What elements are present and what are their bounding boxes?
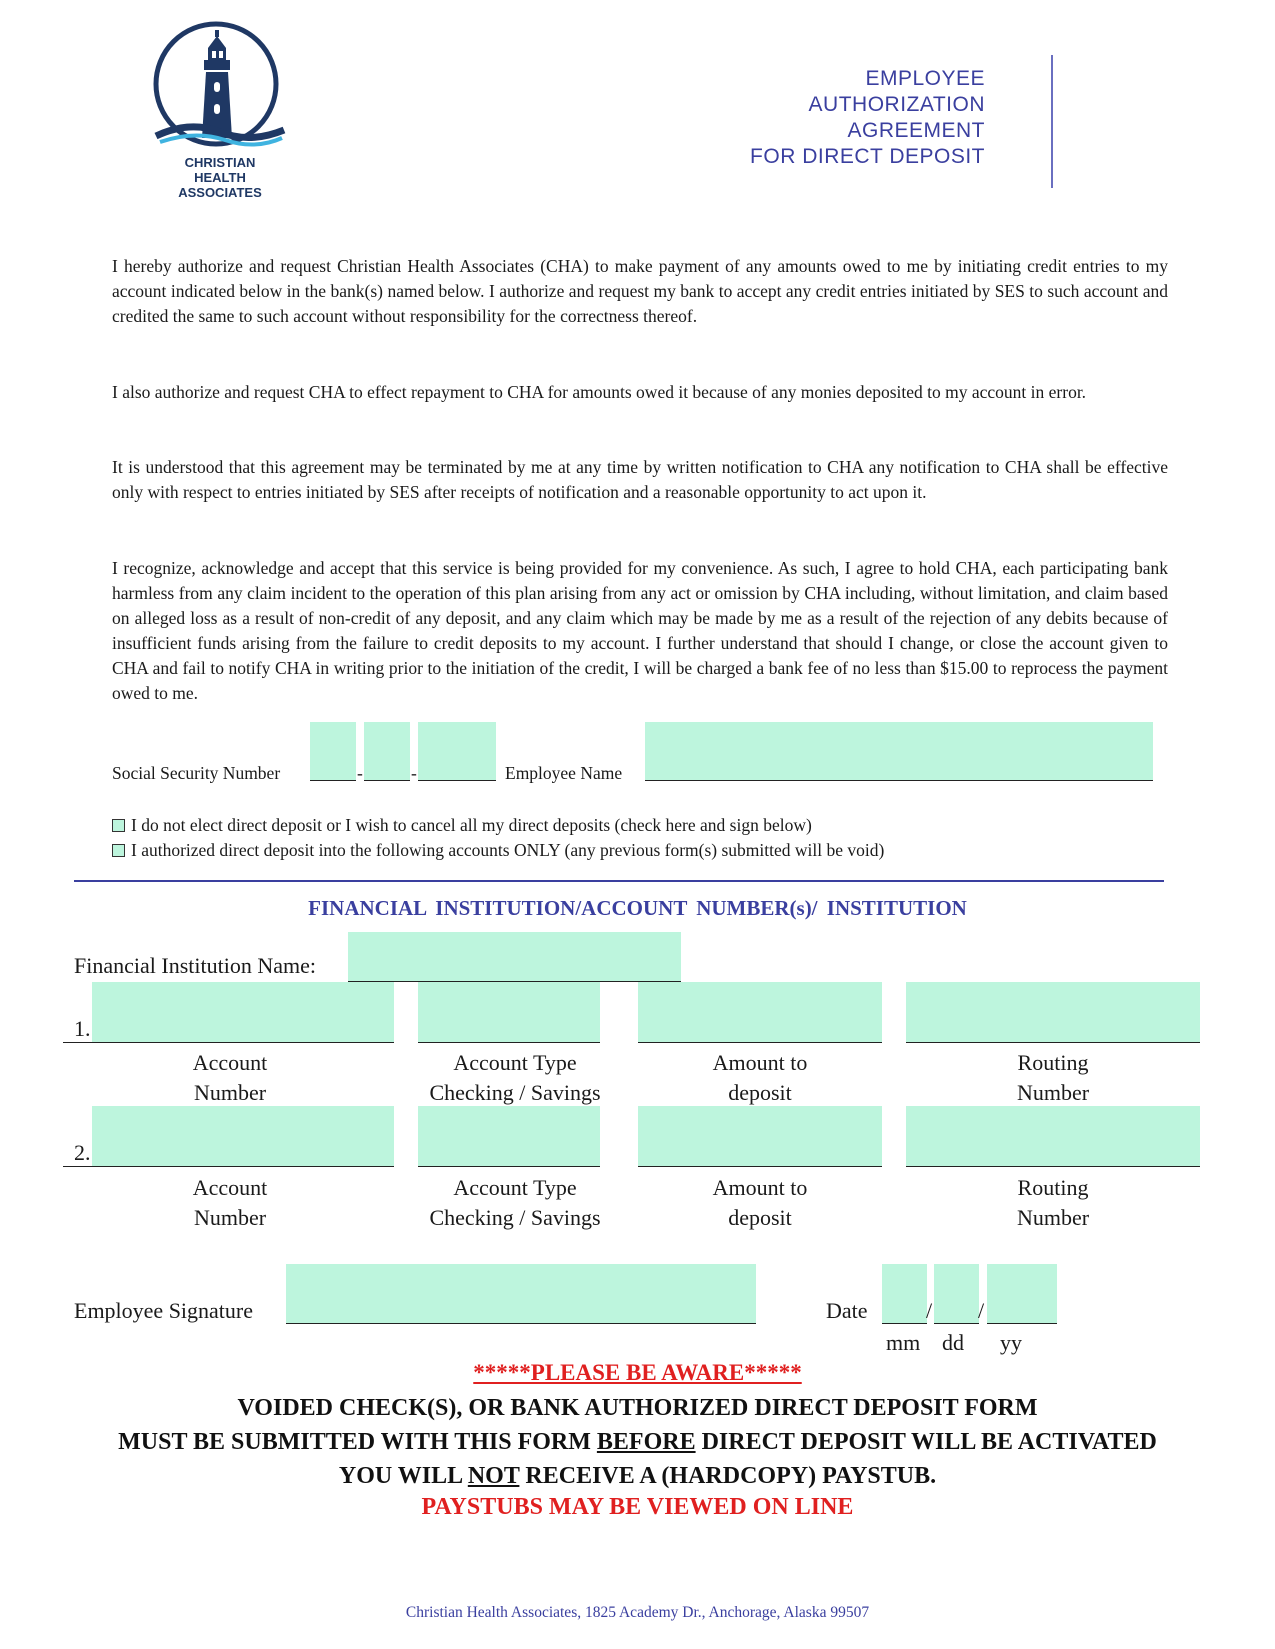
caption-line: Number [1016,1080,1090,1105]
opt-in-option[interactable] [112,840,884,861]
row1-account-number-field[interactable] [92,982,394,1042]
row1-account-number-caption [130,1048,330,1108]
ssn-label: Social Security Number [112,763,281,783]
ssn-part2-field[interactable] [364,722,410,780]
date-mm-underline [882,1323,927,1324]
repayment-paragraph: I also authorize and request CHA to effect repayment to CHA for amounts owed it because of any monies deposited to my account in error. [112,382,1087,402]
date-yy-caption: yy [1000,1330,1022,1355]
date-dd-underline [934,1323,979,1324]
row2-routing-field[interactable] [906,1106,1200,1166]
lighthouse-icon [150,20,290,160]
notice-text: MUST BE SUBMITTED WITH THIS FORM [118,1429,597,1455]
caption-line: Account [192,1175,268,1200]
institution-label: Financial Institution Name: [74,953,316,978]
notice-text: YOU WILL [338,1463,468,1489]
caption-line: Account Type [453,1175,577,1200]
date-label: Date [826,1298,868,1323]
notice-text: RECEIVE A (HARDCOPY) PAYSTUB. [519,1463,937,1489]
authorization-paragraph: I hereby authorize and request Christian Health Associates (CHA) to make payment of any amounts owed to me by initiating credit entries to my account indicated below in the bank(s) named below. I authorize and request my bank to accept any credit entries initiated by SES to such account and credited the same to such account without responsibility for the correctness thereof. [112,256,1168,326]
employee-name-field[interactable] [645,722,1153,780]
caption-line: Routing [1017,1050,1089,1075]
caption-line: Amount to [712,1175,808,1200]
title-line-4: FOR DIRECT DEPOSIT [750,145,985,168]
notice-emphasis: NOT [467,1463,520,1489]
caption-line: Number [193,1205,267,1230]
logo-line-2: HEALTH [194,170,246,185]
row2-account-type-caption [410,1173,620,1233]
notice-line-3 [0,1459,1275,1493]
institution-name-field[interactable] [348,932,681,981]
title-line-1: EMPLOYEE [865,67,985,90]
date-slash-2: / [978,1298,985,1323]
row2-account-number-field[interactable] [92,1106,394,1166]
liability-paragraph: I recognize, acknowledge and accept that this service is being provided for my convenience. As such, I agree to hold CHA, each participating bank harmless from any claim incident to the operation of this plan arising from any act or omission by CHA including, without limitation, and claim based on alleged loss as a result of non-credit of any deposit, and any claim which may be made by me as a result of the rejection of any debits because of insufficient funds arising from the failure to credit deposits to my account. I further understand that should I change, or close the account given to CHA and fail to notify CHA in writing prior to the initiation of the credit, I will be charged a bank fee of no less than $15.00 to reprocess the payment owed to me. [112,558,1168,703]
date-yy-field[interactable] [987,1264,1057,1323]
termination-paragraph: It is understood that this agreement may be terminated by me at any time by written notification to CHA any notification to CHA shall be effective only with respect to entries initiated by SES after receipts of notification and a reasonable opportunity to act upon it. [112,457,1168,502]
form-title [750,66,985,170]
caption-line: Account Type [453,1050,577,1075]
ssn-part1-underline [310,780,356,781]
opt-out-label: I do not elect direct deposit or I wish to cancel all my direct deposits (check here and sign below) [131,815,812,835]
caption-line: Amount to [712,1050,808,1075]
row1-routing-field[interactable] [906,982,1200,1042]
row1-routing-caption [953,1048,1153,1108]
row2-amount-underline [638,1166,882,1167]
caption-line: Number [193,1080,267,1105]
company-logo [150,20,290,210]
row2-account-type-underline [418,1166,600,1167]
date-mm-field[interactable] [882,1264,927,1323]
date-slash-1: / [926,1298,933,1323]
opt-out-option[interactable] [112,815,812,836]
row1-amount-underline [638,1042,882,1043]
row2-lead-underline [63,1166,93,1167]
row1-lead-underline [63,1042,93,1043]
notice-line-1: VOIDED CHECK(S), OR BANK AUTHORIZED DIRECT DEPOSIT FORM [237,1395,1038,1421]
title-line-2: AUTHORIZATION [808,93,985,116]
signature-field[interactable] [286,1264,756,1323]
signature-underline [286,1323,756,1324]
row2-routing-underline [906,1166,1200,1167]
section-divider [74,880,1164,882]
ssn-dash-2: - [411,763,417,783]
opt-in-label: I authorized direct deposit into the following accounts ONLY (any previous form(s) submitted will be void) [131,840,885,860]
ssn-part3-field[interactable] [418,722,496,780]
employee-name-label: Employee Name [505,763,623,783]
row1-account-number-underline [92,1042,394,1043]
ssn-part3-underline [418,780,496,781]
caption-line: Number [1016,1205,1090,1230]
row1-account-type-caption [410,1048,620,1108]
caption-line: deposit [728,1205,792,1230]
opt-out-checkbox[interactable] [112,819,125,832]
row1-amount-caption [660,1048,860,1108]
caption-line: deposit [728,1080,792,1105]
title-line-3: AGREEMENT [847,119,985,142]
notice-line-2 [0,1425,1275,1459]
paystubs-online-notice: PAYSTUBS MAY BE VIEWED ON LINE [421,1494,854,1520]
row2-amount-caption [660,1173,860,1233]
title-divider [1051,55,1053,188]
signature-label: Employee Signature [74,1298,254,1323]
footer-address: Christian Health Associates, 1825 Academy Dr., Anchorage, Alaska 99507 [405,1604,870,1621]
caption-line: Account [192,1050,268,1075]
section-heading: FINANCIAL INSTITUTION/ACCOUNT NUMBER(s)/ INSTITUTION [308,896,967,920]
caption-line: Routing [1017,1175,1089,1200]
row2-routing-caption [953,1173,1153,1233]
ssn-part1-field[interactable] [310,722,356,780]
date-mm-caption: mm [886,1330,921,1355]
date-dd-caption: dd [942,1330,964,1355]
please-be-aware: *****PLEASE BE AWARE***** [473,1360,802,1385]
caption-line: Checking / Savings [429,1205,601,1230]
row1-routing-underline [906,1042,1200,1043]
row1-account-type-field[interactable] [418,982,600,1042]
ssn-dash-1: - [357,763,363,783]
row2-account-number-caption [130,1173,330,1233]
row2-account-type-field[interactable] [418,1106,600,1166]
date-dd-field[interactable] [934,1264,979,1323]
row2-amount-field[interactable] [638,1106,882,1166]
row2-account-number-underline [92,1166,394,1167]
opt-in-checkbox[interactable] [112,844,125,857]
notice-text: DIRECT DEPOSIT WILL BE ACTIVATED [695,1429,1157,1455]
row1-account-type-underline [418,1042,600,1043]
ssn-part2-underline [364,780,410,781]
row2-number: 2. [74,1140,91,1165]
row1-amount-field[interactable] [638,982,882,1042]
logo-line-1: CHRISTIAN [184,155,256,170]
employee-name-underline [645,780,1153,781]
logo-line-3: ASSOCIATES [178,185,262,200]
row1-number: 1. [74,1016,91,1041]
caption-line: Checking / Savings [429,1080,601,1105]
notice-emphasis: BEFORE [596,1429,696,1455]
date-yy-underline [987,1323,1057,1324]
